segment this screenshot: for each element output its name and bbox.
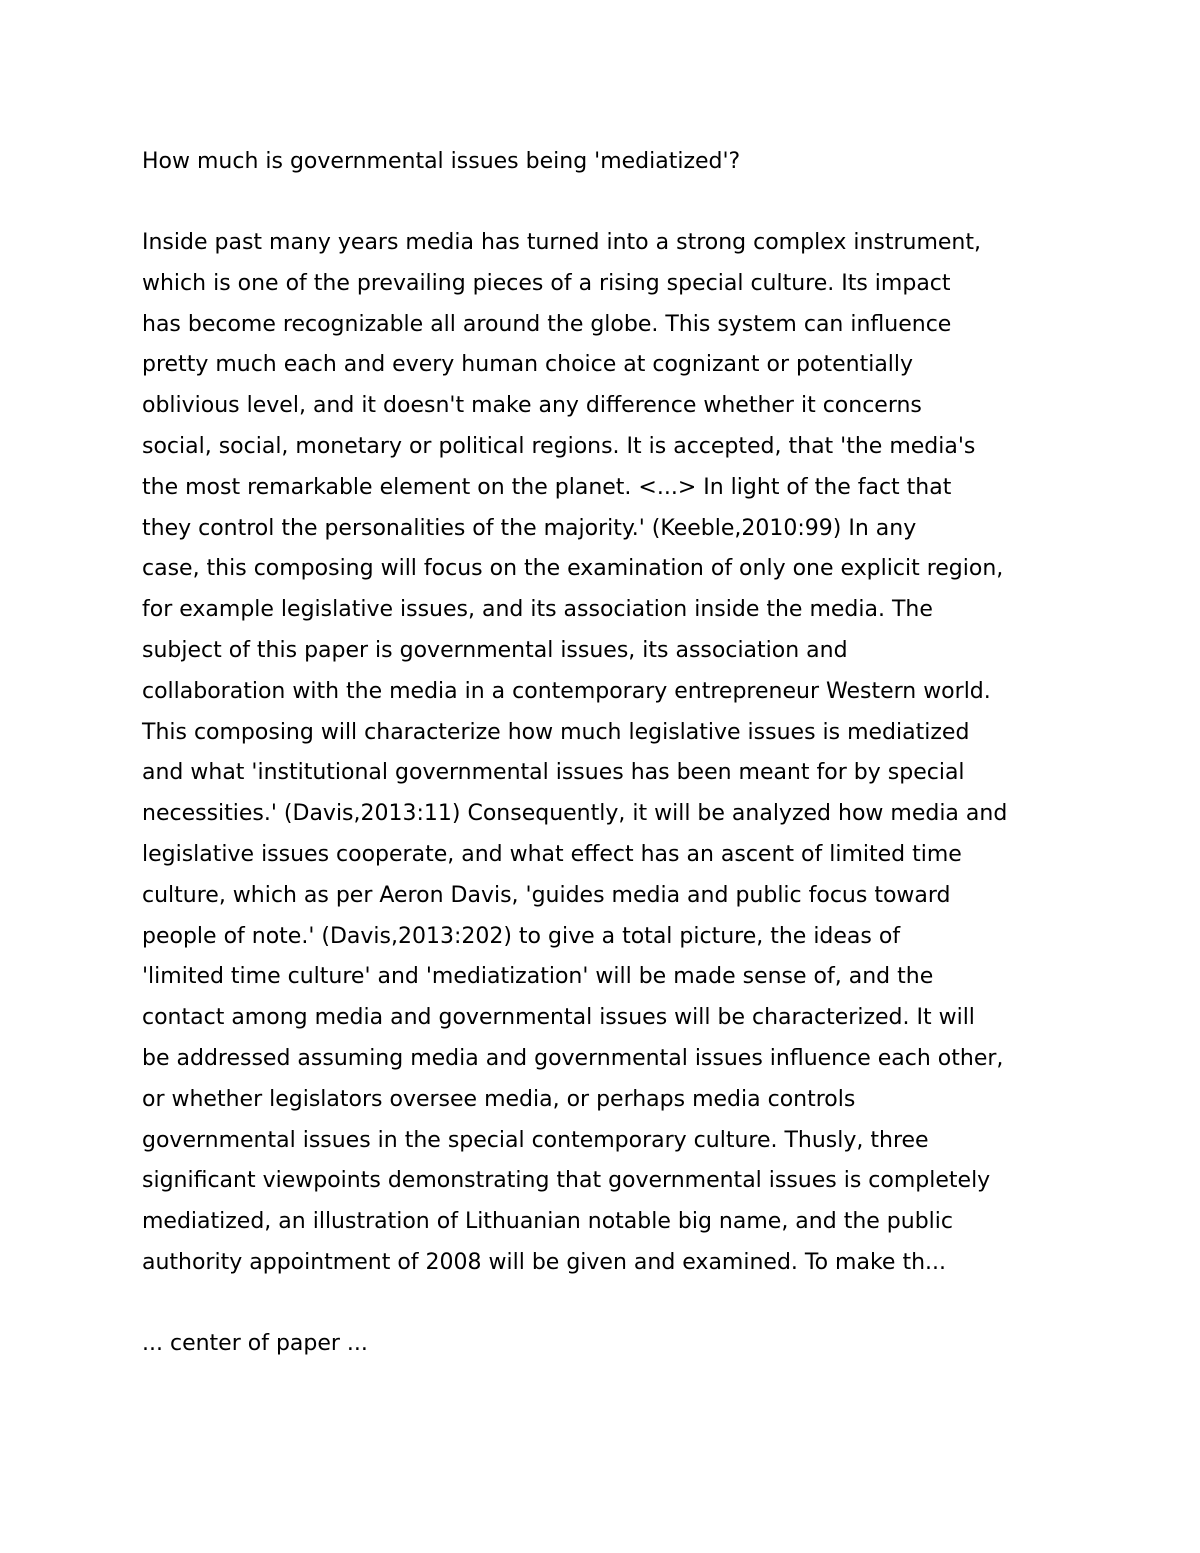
body-line: This composing will characterize how much legislative issues is mediatized bbox=[142, 719, 970, 745]
body-line: significant viewpoints demonstrating that governmental issues is completely bbox=[142, 1168, 991, 1194]
body-line: pretty much each and every human choice at cognizant or potentially bbox=[142, 352, 914, 378]
body-line: necessities.' (Davis,2013:11) Consequently, it will be analyzed how media and bbox=[142, 801, 1008, 827]
body-line: 'limited time culture' and 'mediatization' will be made sense of, and the bbox=[142, 964, 934, 990]
body-line: be addressed assuming media and governmental issues influence each other, bbox=[142, 1045, 1004, 1071]
body-line: which is one of the prevailing pieces of a rising special culture. Its impact bbox=[142, 270, 951, 296]
document-title: How much is governmental issues being 'mediatized'? bbox=[142, 149, 741, 174]
body-line: culture, which as per Aeron Davis, 'guides media and public focus toward bbox=[142, 882, 951, 908]
body-line: has become recognizable all around the globe. This system can influence bbox=[142, 311, 952, 337]
body-line: authority appointment of 2008 will be given and examined. To make th... bbox=[142, 1249, 946, 1275]
body-line: the most remarkable element on the planet. <...> In light of the fact that bbox=[142, 474, 952, 500]
body-line: collaboration with the media in a contemporary entrepreneur Western world. bbox=[142, 678, 991, 704]
body-line: mediatized, an illustration of Lithuanian notable big name, and the public bbox=[142, 1209, 953, 1235]
body-line: people of note.' (Davis,2013:202) to give a total picture, the ideas of bbox=[142, 923, 901, 949]
body-line: oblivious level, and it doesn't make any difference whether it concerns bbox=[142, 393, 922, 419]
body-line: and what 'institutional governmental issues has been meant for by special bbox=[142, 760, 965, 786]
body-line: they control the personalities of the majority.' (Keeble,2010:99) In any bbox=[142, 515, 917, 541]
closing-note: ... center of paper ... bbox=[142, 1331, 368, 1356]
document-body bbox=[142, 223, 1102, 1284]
body-line: legislative issues cooperate, and what effect has an ascent of limited time bbox=[142, 841, 962, 867]
body-line: case, this composing will focus on the examination of only one explicit region, bbox=[142, 556, 1004, 582]
body-line: Inside past many years media has turned into a strong complex instrument, bbox=[142, 230, 981, 255]
body-line: or whether legislators oversee media, or perhaps media controls bbox=[142, 1086, 856, 1112]
body-line: contact among media and governmental issues will be characterized. It will bbox=[142, 1005, 975, 1031]
body-line: social, social, monetary or political regions. It is accepted, that 'the media's bbox=[142, 433, 976, 459]
body-line: subject of this paper is governmental issues, its association and bbox=[142, 637, 848, 663]
body-line: for example legislative issues, and its association inside the media. The bbox=[142, 597, 933, 623]
body-line: governmental issues in the special contemporary culture. Thusly, three bbox=[142, 1127, 929, 1153]
